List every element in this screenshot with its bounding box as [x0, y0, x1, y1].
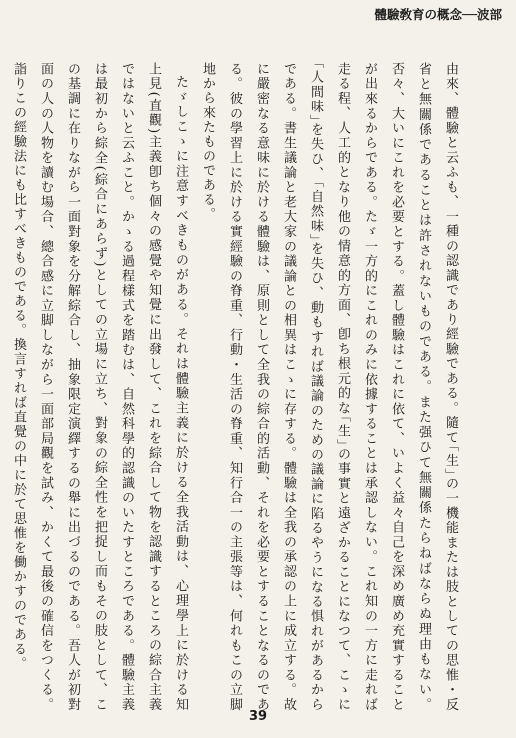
paragraph-2: たゞしこゝに注意すべきものがある。それは體驗主義に於ける全我活動は、心理學上に於ける知上見(直觀)主義卽ち個々の感覺や知覺に出發して、これを綜合して物を認識するところの綜合主義ではないと云ふこと。かゝる過程樣式を踏むは、自然科學的認識のいたすところである。體驗主義は最初から綜全(綜合にあらず)としての立場に立ち、對象の綜全性を把捉し而もその肢として、この基調に在りながら一面對象を分解綜合し、抽象限定演繹するの舉に出づるのである。吾人が初對面の人の人物を讀む場合、總合感に立脚しながら一面部局觀を試み、かくて最後の確信をつくる。詣りこの經驗法にも比すべきものである。換言すれば直覺の中に於て思惟を働かすのである。 [11, 62, 188, 713]
running-header [374, 8, 502, 21]
header-title: 體驗敎育の概念──波部 [374, 7, 502, 22]
page-number: 39 [248, 709, 268, 724]
paragraph-3 [0, 62, 5, 712]
paragraph-1: 由來、體驗と云ふも、一種の認識であり經驗である。隨て｢生｣の一機能または肢としての思惟・反省と無關係であることは許されないものである。また强ひて無關係たらねばならぬ理由もない。否々、大いにこれを必要とする。蓋し體驗はこれに依て、いよく益々自己を深め廣め充實することが出來るからである。たゞ一方的にこれのみに依據することは承認しない。これ知の一方に走れば走る程、人工的となり他の情意的方面、卽ち根元的な｢生｣の事實と遠ざかることになつて、こゝに｢人間味｣を失ひ、｢自然味｣を失ひ、動もすれば議論のための議論に陷るやうになる惧れがあるからである。書生議論と老大家の議論との相異はこゝに存する。體驗は全我の承認の上に成立する。故に嚴密なる意味に於ける體驗は、原則として全我の綜合的活動、それを必要とすることなるのである。彼の學習上に於ける實經驗の脊重、行動・生活の脊重、知行合一の主張等は、何れもこの立脚地から來たものである。 [200, 62, 458, 713]
vertical-body-text [11, 62, 464, 713]
